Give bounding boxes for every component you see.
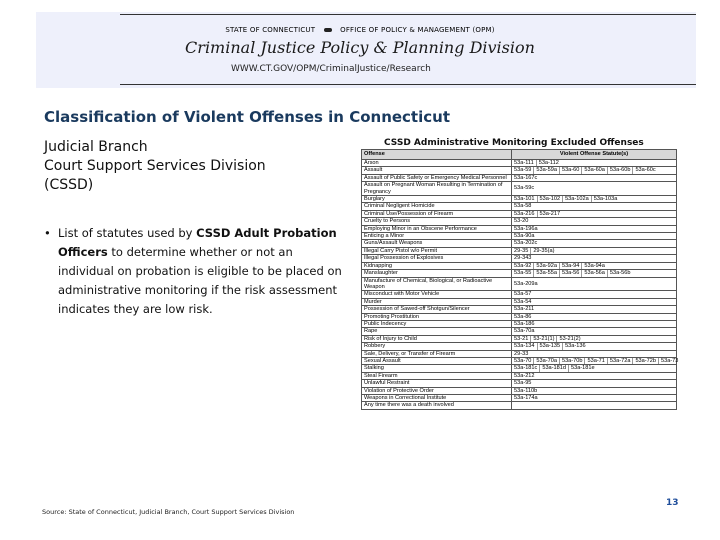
statute-value: 29-35: [514, 248, 531, 254]
statute-value: 53a-72a: [610, 358, 634, 364]
offense-cell: Illegal Possession of Explosives: [362, 255, 512, 262]
statutes-cell: [512, 298, 677, 305]
table-row: [362, 218, 677, 225]
page-number: 13: [666, 498, 679, 508]
statute-value: 53a-73: [660, 357, 679, 364]
header-divider-top: [120, 14, 696, 15]
offense-cell: Possession of Sawed-off Shotgun/Silencer: [362, 306, 512, 313]
website-link[interactable]: WWW.CT.GOV/OPM/CriminalJustice/Research: [231, 64, 431, 74]
table-row: [362, 196, 677, 203]
table-row: [362, 335, 677, 342]
offense-cell: Robbery: [362, 343, 512, 350]
statutes-cell: [512, 387, 677, 394]
offense-cell: Public Indecency: [362, 320, 512, 327]
statute-value: 53a-57: [514, 291, 532, 298]
offense-cell: Illegal Carry Pistol w/o Permit: [362, 247, 512, 254]
table-row: [362, 357, 677, 364]
statute-value: 53a-94: [562, 263, 582, 269]
statute-value: 53a-72b: [635, 358, 659, 364]
table-row: [362, 210, 677, 217]
statutes-cell: [512, 262, 677, 269]
statutes-cell: [512, 291, 677, 298]
statutes-cell: [512, 255, 677, 262]
statute-value: 53a-134: [514, 343, 538, 349]
statutes-cell: [512, 203, 677, 210]
statute-value: 53a-56a: [584, 270, 608, 276]
offense-cell: Criminal Use/Possession of Firearm: [362, 210, 512, 217]
statute-value: 53a-181e: [570, 365, 595, 372]
statutes-cell: [512, 270, 677, 277]
statute-value: 53a-174a: [514, 395, 538, 401]
statute-value: 53a-60c: [635, 167, 656, 174]
statutes-cell: [512, 167, 677, 174]
agency-line: [0, 26, 720, 34]
offense-cell: Assault on Pregnant Woman Resulting in Termination of Pregnancy: [362, 182, 512, 196]
statute-value: 29-33: [514, 350, 529, 357]
header-divider-bottom: [120, 84, 696, 85]
state-name: STATE OF CONNECTICUT: [225, 26, 316, 34]
table-row: [362, 225, 677, 232]
statutes-cell: [512, 196, 677, 203]
statute-value: 53a-92: [514, 263, 534, 269]
office-name: OFFICE OF POLICY & MANAGEMENT (OPM): [340, 26, 495, 34]
table-row: [362, 350, 677, 357]
table-row: [362, 298, 677, 305]
statute-value: 53a-59c: [514, 185, 535, 192]
offense-cell: Enticing a Minor: [362, 233, 512, 240]
bullet-text: [58, 224, 344, 319]
statutes-cell: [512, 365, 677, 372]
offense-cell: Unlawful Restraint: [362, 380, 512, 387]
statute-value: 53a-102a: [565, 196, 592, 202]
table-row: [362, 313, 677, 320]
offense-cell: Assault: [362, 167, 512, 174]
offense-cell: Any time there was a death involved: [362, 402, 512, 409]
statute-value: 53-21(2): [559, 335, 581, 342]
table-row: [362, 255, 677, 262]
statutes-cell: [512, 174, 677, 181]
offense-cell: Kidnapping: [362, 262, 512, 269]
statute-value: 53a-60a: [584, 167, 608, 173]
table-row: [362, 233, 677, 240]
table-row: [362, 247, 677, 254]
statutes-cell: [512, 247, 677, 254]
statutes-cell: [512, 240, 677, 247]
offense-cell: Rape: [362, 328, 512, 335]
offense-cell: Burglary: [362, 196, 512, 203]
statutes-cell: [512, 402, 677, 409]
bullet-emphasis: CSSD Adult Probation Officers: [58, 226, 337, 259]
table-row: [362, 343, 677, 350]
statutes-cell: [512, 306, 677, 313]
statutes-cell: [512, 218, 677, 225]
offense-cell: Sexual Assault: [362, 357, 512, 364]
statutes-cell: [512, 357, 677, 364]
subheading-line: (CSSD): [44, 177, 94, 193]
statute-value: 53a-86: [514, 313, 532, 320]
statute-value: 53a-209a: [514, 280, 538, 287]
offense-cell: Cruelty to Persons: [362, 218, 512, 225]
statutes-cell: [512, 233, 677, 240]
offense-cell: Misconduct with Motor Vehicle: [362, 291, 512, 298]
table-row: [362, 320, 677, 327]
slide-title: Classification of Violent Offenses in Connecticut: [44, 108, 450, 126]
table-header-row: [362, 150, 677, 160]
offense-cell: Promoting Prostitution: [362, 313, 512, 320]
table-row: [362, 262, 677, 269]
statute-value: 53a-216: [514, 211, 538, 217]
table-row: [362, 203, 677, 210]
table-title: CSSD Administrative Monitoring Excluded Offenses: [384, 138, 644, 148]
statutes-cell: [512, 182, 677, 196]
table-row: [362, 270, 677, 277]
offense-cell: Guns/Assault Weapons: [362, 240, 512, 247]
offense-cell: Employing Minor in an Obscene Performance: [362, 225, 512, 232]
offense-cell: Risk of Injury to Child: [362, 335, 512, 342]
statutes-cell: [512, 277, 677, 291]
table-body: [362, 160, 677, 410]
statute-value: 53a-186: [514, 320, 535, 327]
statute-value: 53a-59a: [536, 167, 560, 173]
statutes-cell: [512, 372, 677, 379]
statutes-cell: [512, 225, 677, 232]
statutes-cell: [512, 350, 677, 357]
table-row: [362, 291, 677, 298]
statute-value: 53-20: [514, 218, 529, 225]
statutes-cell: [512, 335, 677, 342]
statute-value: 53-21: [514, 336, 531, 342]
statute-value: 53a-101: [514, 196, 538, 202]
separator-icon: [324, 28, 332, 32]
statute-value: 29-343: [514, 255, 532, 262]
offense-cell: Manslaughter: [362, 270, 512, 277]
table-row: [362, 328, 677, 335]
statutes-cell: [512, 160, 677, 167]
division-name: Criminal Justice Policy & Planning Division: [185, 38, 535, 57]
bullet-prefix: List of statutes used by: [58, 226, 197, 240]
table-row: [362, 380, 677, 387]
statute-value: 53a-56b: [609, 270, 631, 277]
statute-value: 53a-70a: [514, 328, 535, 335]
statute-value: 53a-211: [514, 306, 535, 313]
statutes-cell: [512, 328, 677, 335]
offense-cell: Manufacture of Chemical, Biological, or Radioactive Weapon: [362, 277, 512, 291]
statute-value: 53a-217: [539, 210, 561, 217]
statute-value: 53a-167c: [514, 174, 538, 181]
bullet-point: [44, 224, 344, 319]
subheading-line: Judicial Branch: [44, 139, 148, 155]
offense-cell: Weapons in Correctional Institute: [362, 395, 512, 402]
statute-value: 53a-94a: [584, 262, 605, 269]
statute-value: 53a-110b: [514, 387, 538, 394]
statute-value: 53a-90a: [514, 233, 535, 240]
offense-cell: Stalking: [362, 365, 512, 372]
statute-value: 53a-60b: [610, 167, 634, 173]
statute-value: 53-21(1): [533, 336, 557, 342]
column-header-offense: Offense: [362, 150, 512, 160]
table-row: [362, 160, 677, 167]
statute-value: 53a-60: [562, 167, 582, 173]
offenses-table: [361, 149, 677, 410]
statute-value: 53a-212: [514, 372, 535, 379]
statute-value: 53a-58: [514, 203, 532, 210]
statute-value: 53a-103a: [593, 196, 618, 203]
statutes-cell: [512, 343, 677, 350]
statutes-cell: [512, 313, 677, 320]
statute-value: 53a-181d: [542, 365, 569, 371]
statute-value: 53a-71: [587, 358, 607, 364]
statute-value: 53a-136: [565, 343, 586, 350]
subheading: [44, 138, 334, 195]
table-row: [362, 174, 677, 181]
offense-cell: Sale, Delivery, or Transfer of Firearm: [362, 350, 512, 357]
statutes-cell: [512, 210, 677, 217]
statute-value: 53a-102: [540, 196, 564, 202]
table-row: [362, 365, 677, 372]
statute-value: 53a-55: [514, 270, 534, 276]
statute-value: 53a-202c: [514, 240, 538, 247]
offense-cell: Steal Firearm: [362, 372, 512, 379]
offense-cell: Criminal Negligent Homicide: [362, 203, 512, 210]
table-row: [362, 240, 677, 247]
statutes-cell: [512, 395, 677, 402]
table-row: [362, 402, 677, 409]
offense-cell: Violation of Protective Order: [362, 387, 512, 394]
statute-value: 53a-56: [562, 270, 582, 276]
statute-value: 53a-59: [514, 167, 534, 173]
table-row: [362, 372, 677, 379]
statute-value: 53a-95: [514, 380, 532, 387]
subheading-line: Court Support Services Division: [44, 158, 266, 174]
table-row: [362, 306, 677, 313]
statute-value: 53a-111: [514, 160, 537, 166]
statutes-cell: [512, 380, 677, 387]
statute-value: 29-35(a): [533, 247, 555, 254]
offense-cell: Arson: [362, 160, 512, 167]
table-row: [362, 277, 677, 291]
statute-value: 53a-70a: [536, 358, 560, 364]
statute-value: 53a-112: [538, 160, 559, 166]
table-row: [362, 182, 677, 196]
statute-value: 53a-181c: [514, 365, 540, 371]
table-row: [362, 395, 677, 402]
offense-cell: Murder: [362, 298, 512, 305]
table-row: [362, 387, 677, 394]
column-header-statutes: Violent Offense Statute(s): [512, 150, 677, 160]
statute-value: 53a-55a: [536, 270, 560, 276]
bullet-suffix: to determine whether or not an individual on probation is eligible to be placed on administrative monitoring if the risk assessment indicates they are low risk.: [58, 245, 342, 316]
statute-value: 53a-70: [514, 358, 534, 364]
table-row: [362, 167, 677, 174]
statute-value: 53a-92a: [536, 263, 560, 269]
source-note: Source: State of Connecticut, Judicial Branch, Court Support Services Division: [42, 508, 295, 516]
offense-cell: Assault of Public Safety or Emergency Medical Personnel: [362, 174, 512, 181]
bullet-icon: •: [44, 226, 51, 240]
statute-value: 53a-54: [514, 298, 532, 305]
statute-value: 53a-196a: [514, 225, 538, 232]
statutes-cell: [512, 320, 677, 327]
statute-value: 53a-70b: [562, 358, 586, 364]
statute-value: 53a-135: [540, 343, 564, 349]
